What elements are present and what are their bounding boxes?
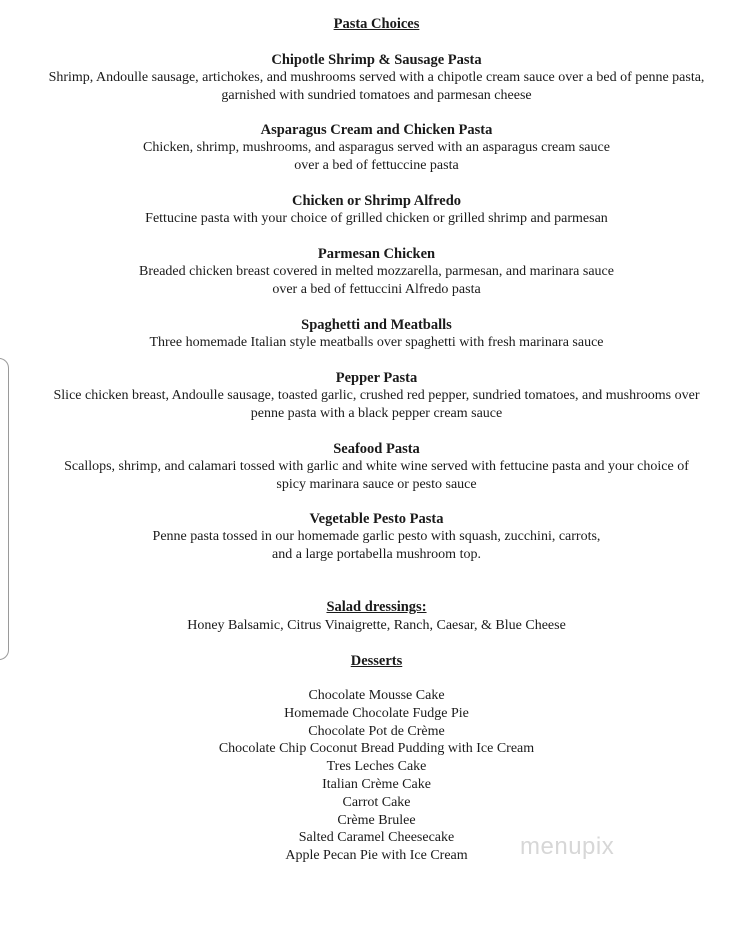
item-name: Chipotle Shrimp & Sausage Pasta (271, 52, 482, 68)
menu-item-parmesan-chicken (0, 245, 753, 299)
dessert-item: Homemade Chocolate Fudge Pie (284, 705, 469, 721)
item-name: Chicken or Shrimp Alfredo (291, 193, 462, 209)
dessert-item: Crème Brulee (337, 812, 416, 828)
item-description-line: Three homemade Italian style meatballs over spaghetti with fresh marinara sauce (149, 335, 604, 350)
item-description (0, 528, 753, 564)
item-description-line: Fettucine pasta with your choice of grilled chicken or grilled shrimp and parmesan (145, 211, 608, 226)
item-description-line: and a large portabella mushroom top. (272, 547, 481, 562)
pasta-section-title: Pasta Choices (333, 16, 420, 32)
item-description-line: garnished with sundried tomatoes and parmesan cheese (221, 88, 532, 103)
item-description-line: Penne pasta tossed in our homemade garlic pesto with squash, zucchini, carrots, (152, 529, 601, 544)
item-description-line: over a bed of fettuccini Alfredo pasta (272, 282, 481, 297)
item-description-line: over a bed of fettuccine pasta (294, 158, 459, 173)
item-description-line: Scallops, shrimp, and calamari tossed with garlic and white wine served with fettucine pasta and your choice of (64, 459, 689, 474)
item-name: Spaghetti and Meatballs (301, 317, 452, 333)
item-description (0, 69, 753, 105)
menu-item-vegetable-pesto (0, 510, 753, 564)
desserts-section-title: Desserts (350, 653, 403, 669)
item-name: Vegetable Pesto Pasta (309, 511, 444, 527)
item-description (0, 139, 753, 175)
dessert-item: Italian Crème Cake (322, 776, 431, 792)
item-description (0, 387, 753, 423)
item-description (0, 458, 753, 494)
item-description (0, 263, 753, 299)
item-name: Asparagus Cream and Chicken Pasta (260, 122, 493, 138)
menu-item-chipotle-shrimp-sausage (0, 51, 753, 105)
item-name: Seafood Pasta (333, 441, 420, 457)
item-description-line: Slice chicken breast, Andoulle sausage, toasted garlic, crushed red pepper, sundried tomatoes, and mushrooms over (53, 388, 700, 403)
dessert-item: Chocolate Mousse Cake (308, 688, 445, 703)
dessert-list (0, 687, 753, 865)
salad-section-title: Salad dressings: (326, 599, 427, 615)
menu-item-pepper-pasta (0, 369, 753, 423)
dessert-item: Apple Pecan Pie with Ice Cream (285, 848, 468, 864)
item-description-line: Breaded chicken breast covered in melted mozzarella, parmesan, and marinara sauce (139, 264, 614, 279)
menu-item-asparagus-cream-chicken (0, 121, 753, 175)
dessert-item: Chocolate Pot de Crème (308, 723, 445, 739)
dessert-item: Carrot Cake (342, 794, 411, 810)
menupix-watermark: menupix (520, 833, 615, 860)
dessert-item: Chocolate Chip Coconut Bread Pudding with Ice Cream (218, 741, 535, 757)
item-description (0, 334, 753, 352)
dessert-item: Salted Caramel Cheesecake (298, 830, 455, 846)
item-name: Parmesan Chicken (317, 246, 436, 262)
item-description-line: penne pasta with a black pepper cream sauce (250, 406, 503, 421)
menu-item-spaghetti-meatballs (0, 316, 753, 352)
item-description-line: spicy marinara sauce or pesto sauce (276, 477, 477, 492)
menu-item-seafood-pasta (0, 440, 753, 494)
salad-dressings-list: Honey Balsamic, Citrus Vinaigrette, Ranch, Caesar, & Blue Cheese (187, 618, 566, 633)
menu-item-chicken-shrimp-alfredo (0, 192, 753, 228)
item-name: Pepper Pasta (335, 370, 418, 386)
item-description-line: Chicken, shrimp, mushrooms, and asparagus served with an asparagus cream sauce (143, 140, 610, 155)
item-description-line: Shrimp, Andoulle sausage, artichokes, and mushrooms served with a chipotle cream sauce over a bed of penne pasta, (48, 70, 705, 85)
dessert-item: Tres Leches Cake (326, 759, 427, 775)
item-description (0, 210, 753, 228)
